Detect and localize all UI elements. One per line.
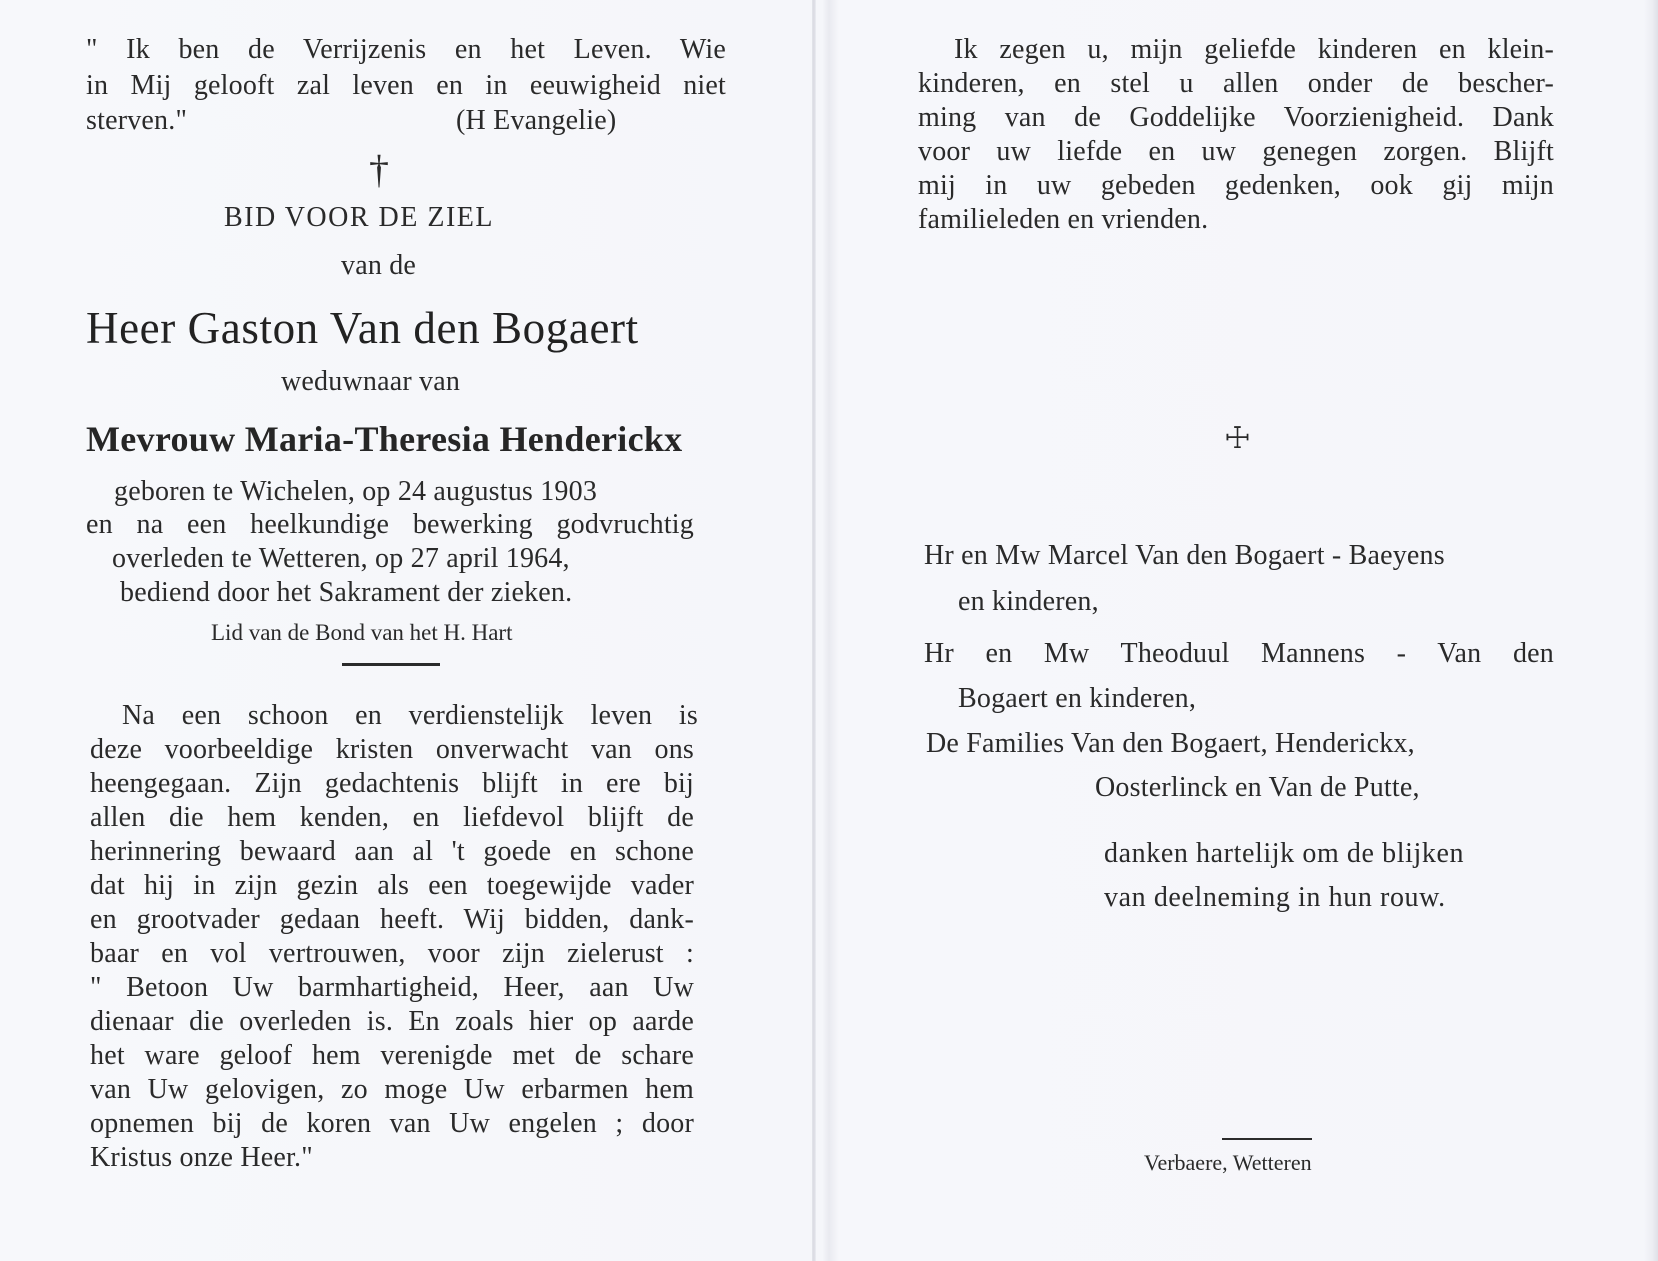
text-line-11: het ware geloof hem verenigde met de schare <box>90 1040 694 1071</box>
card-fold <box>812 0 816 1261</box>
text-line-4: allen die hem kenden, en liefdevol blijft de <box>90 802 694 833</box>
text-line-5: herinnering bewaard aan al 't goede en schone <box>90 836 694 867</box>
quote-line-2: in Mij gelooft zal leven en in eeuwigheid niet <box>86 70 726 101</box>
deceased-name: Heer Gaston Van den Bogaert <box>86 303 639 353</box>
blessing-line-6: familieleden en vrienden. <box>918 204 1209 235</box>
bio-line-1: geboren te Wichelen, op 24 augustus 1903 <box>114 476 598 507</box>
blessing-line-4: voor uw liefde en uw genegen zorgen. Blijft <box>918 136 1554 167</box>
bio-line-2: en na een heelkundige bewerking godvruchtig <box>86 509 694 540</box>
family-line-3: Hr en Mw Theoduul Mannens - Van den <box>924 638 1554 669</box>
text-line-3: heengegaan. Zijn gedachtenis blijft in ere bij <box>90 768 694 799</box>
blessing-line-1: Ik zegen u, mijn geliefde kinderen en klein- <box>954 34 1554 65</box>
spouse-name: Mevrouw Maria-Theresia Henderickx <box>86 419 683 459</box>
family-line-6: Oosterlinck en Van de Putte, <box>1095 772 1420 803</box>
family-line-4: Bogaert en kinderen, <box>958 683 1197 714</box>
text-line-6: dat hij in zijn gezin als een toegewijde vader <box>90 870 694 901</box>
text-line-12: van Uw gelovigen, zo moge Uw erbarmen hem <box>90 1074 694 1105</box>
bio-line-4: bediend door het Sakrament der zieken. <box>120 577 573 608</box>
thanks-line-1: danken hartelijk om de blijken <box>1104 838 1465 869</box>
prayer-heading: BID VOOR DE ZIEL <box>224 202 495 233</box>
quote-line-3: sterven." <box>86 105 188 136</box>
left-panel <box>86 0 736 1261</box>
membership: Lid van de Bond van het H. Hart <box>211 620 513 645</box>
widower-of: weduwnaar van <box>281 366 461 397</box>
van-de: van de <box>341 250 417 281</box>
blessing-line-5: mij in uw gebeden gedenken, ook gij mijn <box>918 170 1554 201</box>
quote-source: (H Evangelie) <box>456 105 617 136</box>
family-line-2: en kinderen, <box>958 586 1099 617</box>
text-line-10: dienaar die overleden is. En zoals hier op aarde <box>90 1006 694 1037</box>
text-line-13: opnemen bij de koren van Uw engelen ; door <box>90 1108 694 1139</box>
cross-patee-icon: ☩ <box>1224 422 1251 455</box>
family-line-1: Hr en Mw Marcel Van den Bogaert - Baeyens <box>924 540 1445 571</box>
bio-line-3: overleden te Wetteren, op 27 april 1964, <box>112 543 570 574</box>
card-edge <box>1644 0 1658 1261</box>
divider-rule <box>342 663 440 666</box>
text-line-8: baar en vol vertrouwen, voor zijn zielerust : <box>90 938 694 969</box>
text-line-14: Kristus onze Heer." <box>90 1142 313 1173</box>
text-line-2: deze voorbeeldige kristen onverwacht van ons <box>90 734 694 765</box>
right-panel <box>912 0 1562 1261</box>
printer-rule <box>1222 1138 1312 1140</box>
family-line-5: De Families Van den Bogaert, Henderickx, <box>926 728 1415 759</box>
cross-icon: † <box>369 147 389 192</box>
quote-line-1: " Ik ben de Verrijzenis en het Leven. Wie <box>86 34 726 65</box>
text-line-7: en grootvader gedaan heeft. Wij bidden, dank- <box>90 904 694 935</box>
blessing-line-3: ming van de Goddelijke Voorzienigheid. Dank <box>918 102 1554 133</box>
thanks-line-2: van deelneming in hun rouw. <box>1104 882 1446 913</box>
text-line-1: Na een schoon en verdienstelijk leven is <box>122 700 698 731</box>
blessing-line-2: kinderen, en stel u allen onder de bescher- <box>918 68 1554 99</box>
text-line-9: " Betoon Uw barmhartigheid, Heer, aan Uw <box>90 972 694 1003</box>
printer-name: Verbaere, Wetteren <box>1144 1150 1312 1175</box>
